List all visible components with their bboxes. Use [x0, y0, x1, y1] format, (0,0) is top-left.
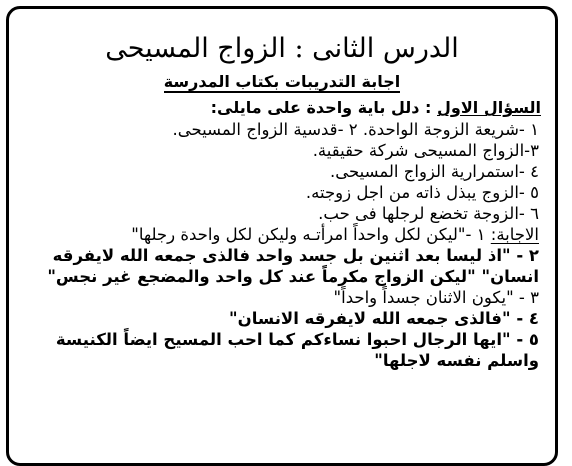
subtitle-text: اجابة التدريبات بكتاب المدرسة: [163, 72, 401, 91]
section-subtitle: [17, 71, 547, 93]
question-prompt: : دلل باية واحدة على مايلى:: [210, 98, 432, 117]
answer-item: ٣ - "يكون الاثنان جسداً واحداً": [333, 288, 539, 307]
list-item: ١ -شريعة الزوجة الواحدة. ٢ -قدسية الزواج المسيحى.: [172, 120, 539, 139]
question-label: السؤال الاول: [437, 98, 541, 117]
answer-item: ٤ - "فالذى جمعه الله لايفرقه الانسان": [229, 309, 539, 328]
answer-item: ٥ - "ايها الرجال احبوا نساءكم كما احب المسيح ايضاً الكنيسة واسلم نفسه لاجلها": [55, 330, 539, 370]
list-item: ٣-الزواج المسيحى شركة حقيقية.: [312, 141, 539, 160]
answer-label: الاجابة:: [490, 225, 539, 244]
answer-intro: [17, 224, 547, 245]
question-heading: [17, 97, 547, 119]
list-item: ٤ -استمرارية الزواج المسيحى.: [329, 162, 539, 181]
document-frame: [6, 6, 558, 466]
answer-item: ٢ - "اذ ليسا بعد اثنين بل جسد واحد فالذى جمعه الله لايفرقه انسان" "ليكن الزواج مكرماً عند كل واحد والمضجع غير نجس": [47, 246, 539, 286]
lesson-title: الدرس الثانى : الزواج المسيحى: [105, 33, 459, 64]
document-page: [17, 9, 547, 371]
list-item: ٦ -الزوجة تخضع لرجلها فى حب.: [318, 204, 539, 223]
answer-first: ١ -"ليكن لكل واحداً امرأتـه وليكن لكل واحدة رجلها": [131, 225, 491, 244]
list-item: ٥ -الزوج يبذل ذاته من اجل زوجته.: [305, 183, 539, 202]
